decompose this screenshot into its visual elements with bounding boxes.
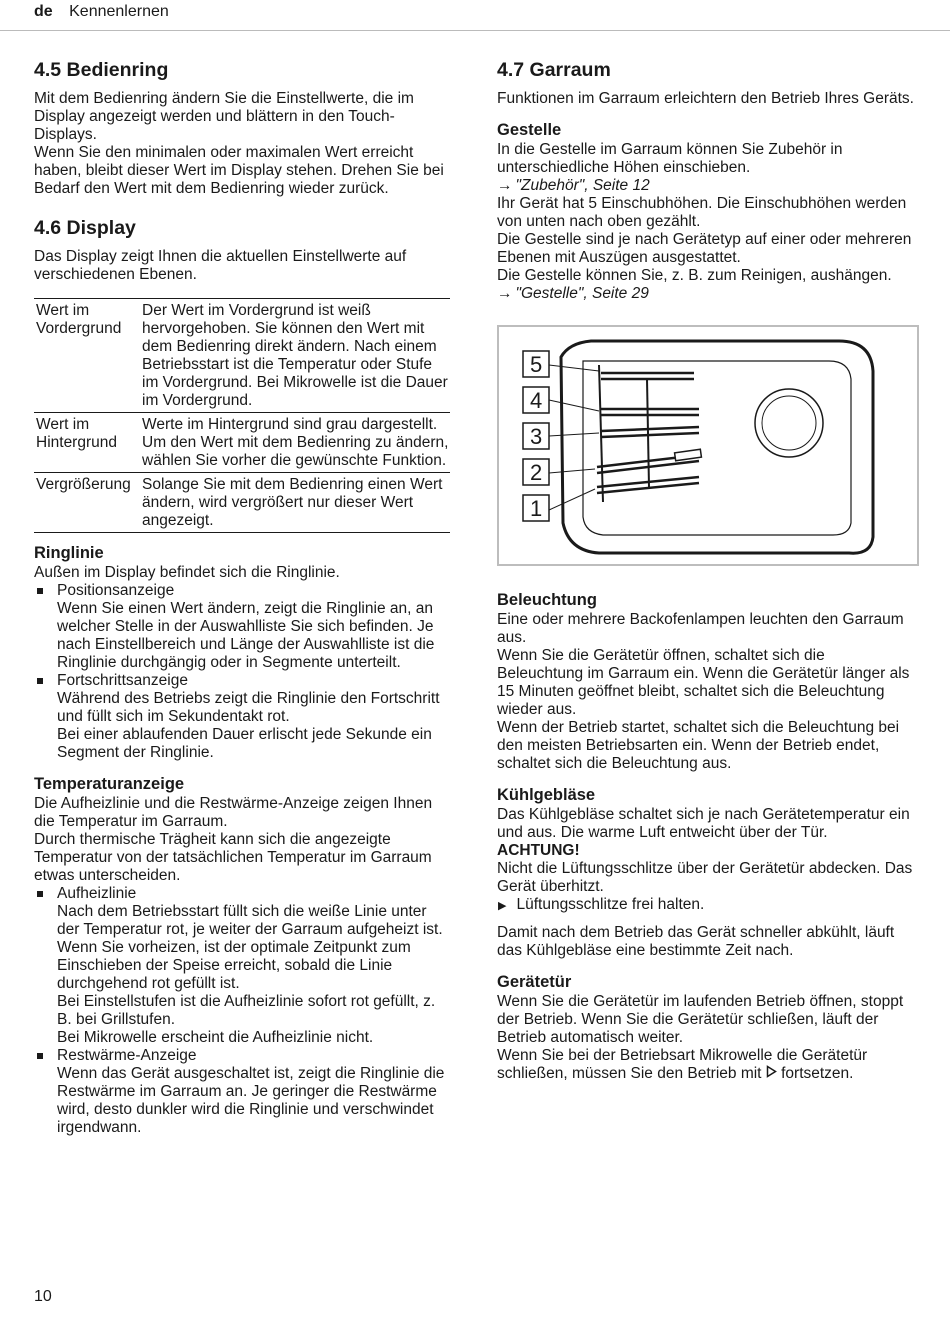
section-title: 4.6 Display [34,217,136,239]
level-label: 5 [530,352,543,377]
list-item-title: Positionsanzeige [57,582,175,599]
bullet-list [34,582,452,762]
list-item-title: Restwärme-Anzeige [57,1047,197,1064]
oven-racks-illustration [497,325,919,566]
subsection-title: Gerätetür [497,973,572,991]
arrow-icon: → [497,177,513,194]
paragraph: Wenn der Betrieb startet, schaltet sich die Beleuchtung bei den meisten Betriebsarten ein. Wenn der Betrieb endet, schaltet sich die Beleuchtung aus. [497,719,900,772]
subsection-temperaturanzeige [34,774,452,1137]
subsection-kuehlgeblaese [497,785,915,960]
table-term: Vergrößerung [34,473,142,533]
paragraph: Wenn Sie die Gerätetür im laufenden Betrieb öffnen, stoppt der Betrieb. Wenn Sie die Gerätetür schließen, läuft der Betrieb automatisch weiter. [497,993,904,1046]
paragraph: Die Aufheizlinie und die Restwärme-Anzeige zeigen Ihnen die Temperatur im Garraum. [34,795,433,830]
paragraph: Funktionen im Garraum erleichtern den Betrieb Ihres Geräts. [497,90,914,107]
section-display [34,216,452,533]
subsection-title: Gestelle [497,121,562,139]
reference-text: "Gestelle", Seite 29 [515,285,649,302]
section-bedienring [34,58,452,198]
list-item-text: Bei Einstellstufen ist die Aufheizlinie sofort rot gefüllt, z. B. bei Grillstufen. [57,993,436,1028]
header-divider [0,30,950,31]
subsection-beleuchtung [497,590,915,773]
page-number: 10 [34,1288,52,1305]
paragraph: Außen im Display befindet sich die Ringlinie. [34,564,340,581]
subsection-title: Beleuchtung [497,591,597,609]
cross-reference[interactable] [497,177,915,195]
list-item-text: Bei Mikrowelle erscheint die Aufheizlinie nicht. [57,1029,374,1046]
paragraph: Nicht die Lüftungsschlitze über der Gerätetür abdecken. Das Gerät überhitzt. [497,860,913,895]
subsection-title: Kühlgebläse [497,786,596,804]
paragraph: Das Kühlgebläse schaltet sich je nach Gerätetemperatur ein und aus. Die warme Luft entweicht über der Tür. [497,806,910,841]
list-item-text: Wenn Sie einen Wert ändern, zeigt die Ringlinie an, an welcher Stelle in der Auswahlliste Sie sich befinden. Je nach Einstellbereich und Länge der Auswahlliste ist die Ringlinie durchgängig oder in Segmente unterteilt. [57,600,435,671]
list-item [34,885,452,1047]
paragraph: Die Gestelle können Sie, z. B. zum Reinigen, aushängen. [497,267,892,284]
subsection-geraetetuer [497,972,915,1083]
page-header [34,3,169,21]
paragraph: Damit nach dem Betrieb das Gerät schneller abkühlt, läuft das Kühlgebläse eine bestimmte Zeit nach. [497,924,895,959]
triangle-bullet-icon: ▶ [498,900,507,912]
level-label: 4 [530,388,543,413]
table-desc: Solange Sie mit dem Bedienring einen Wert ändern, wird vergrößert nur dieser Wert angezeigt. [142,473,450,533]
level-label: 1 [530,496,543,521]
oven-interior-drawing [499,327,917,564]
level-label: 3 [530,424,543,449]
table-desc: Werte im Hintergrund sind grau dargestellt. Um den Wert mit dem Bedienring zu ändern, wählen Sie vorher die gewünschte Funktion. [142,413,450,473]
table-row [34,413,450,473]
arrow-icon: → [497,285,513,302]
language-code: de [34,3,53,20]
paragraph: Das Display zeigt Ihnen die aktuellen Einstellwerte auf verschiedenen Ebenen. [34,248,407,283]
subsection-ringlinie [34,543,452,762]
table-term: Wert im Vordergrund [34,299,142,413]
list-item-text: Während des Betriebs zeigt die Ringlinie den Fortschritt und füllt sich im Sekundentakt rot. [57,690,440,725]
paragraph: Ihr Gerät hat 5 Einschubhöhen. Die Einschubhöhen werden von unten nach oben gezählt. [497,195,907,230]
list-item-title: Aufheizlinie [57,885,137,902]
chapter-title: Kennenlernen [69,3,169,20]
paragraph: Wenn Sie den minimalen oder maximalen Wert erreicht haben, bleibt dieser Wert im Display stehen. Drehen Sie bei Bedarf den Wert mit dem Bedienring wieder zurück. [34,144,444,197]
paragraph: Eine oder mehrere Backofenlampen leuchten den Garraum aus. [497,611,904,646]
paragraph: Wenn Sie die Gerätetür öffnen, schaltet sich die Beleuchtung im Garraum ein. Wenn die Gerätetür länger als 15 Minuten geöffnet bleibt, schaltet sich die Beleuchtung wieder aus. [497,647,910,718]
cross-reference[interactable] [497,285,915,303]
list-item [34,1047,452,1137]
table-desc: Der Wert im Vordergrund ist weiß hervorgehoben. Sie können den Wert mit dem Bedienring direkt ändern. Nach einem Betriebsstart ist die Temperatur oder Stufe im Vordergrund. Bei Mikrowelle ist die Dauer im Vordergrund. [142,299,450,413]
table-row [34,299,450,413]
left-column [34,58,452,1149]
list-item-text: Nach dem Betriebsstart füllt sich die weiße Linie unter der Temperatur rot, je weiter der Garraum aufgeheizt ist. Wenn Sie vorheizen, ist der optimale Zeitpunkt zum Einschieben der Speise erreicht, sobald die Linie durchgehend rot gefüllt ist. [57,903,443,992]
subsection-gestelle [497,120,915,566]
reference-text: "Zubehör", Seite 12 [515,177,650,194]
list-item-text: Wenn das Gerät ausgeschaltet ist, zeigt die Ringlinie die Restwärme im Garraum an. Je geringer die Restwärme wird, desto dunkler wird die Ringlinie und verschwindet irgendwann. [57,1065,445,1136]
subsection-title: Ringlinie [34,544,104,562]
right-column [497,58,915,1095]
step-text: Lüftungsschlitze frei halten. [516,896,705,913]
paragraph: In die Gestelle im Garraum können Sie Zubehör in unterschiedliche Höhen einschieben. [497,141,843,176]
list-item-title: Fortschrittsanzeige [57,672,188,689]
paragraph-text: fortsetzen. [781,1065,854,1082]
list-item [34,582,452,672]
display-table [34,298,450,533]
section-title: 4.7 Garraum [497,59,611,81]
warning-label: ACHTUNG! [497,842,580,859]
paragraph: Durch thermische Trägheit kann sich die angezeigte Temperatur von der tatsächlichen Temperatur im Garraum etwas unterscheiden. [34,831,432,884]
table-term: Wert im Hintergrund [34,413,142,473]
level-label: 2 [530,460,543,485]
section-title: 4.5 Bedienring [34,59,169,81]
paragraph [497,1047,915,1083]
bullet-list [34,885,452,1137]
subsection-title: Temperaturanzeige [34,775,185,793]
list-item-text: Bei einer ablaufenden Dauer erlischt jede Sekunde ein Segment der Ringlinie. [57,726,432,761]
list-item [34,672,452,762]
paragraph: Die Gestelle sind je nach Gerätetyp auf einer oder mehreren Ebenen mit Auszügen ausgestattet. [497,231,912,266]
instruction-step [497,896,915,915]
section-garraum [497,58,915,108]
paragraph: Mit dem Bedienring ändern Sie die Einstellwerte, die im Display angezeigt werden und blättern in den Touch-Displays. [34,90,414,143]
play-icon [766,1065,777,1083]
table-row [34,473,450,533]
paragraph-text: Wenn Sie bei der Betriebsart Mikrowelle die Gerätetür schließen, müssen Sie den Betrieb mit [497,1047,868,1082]
